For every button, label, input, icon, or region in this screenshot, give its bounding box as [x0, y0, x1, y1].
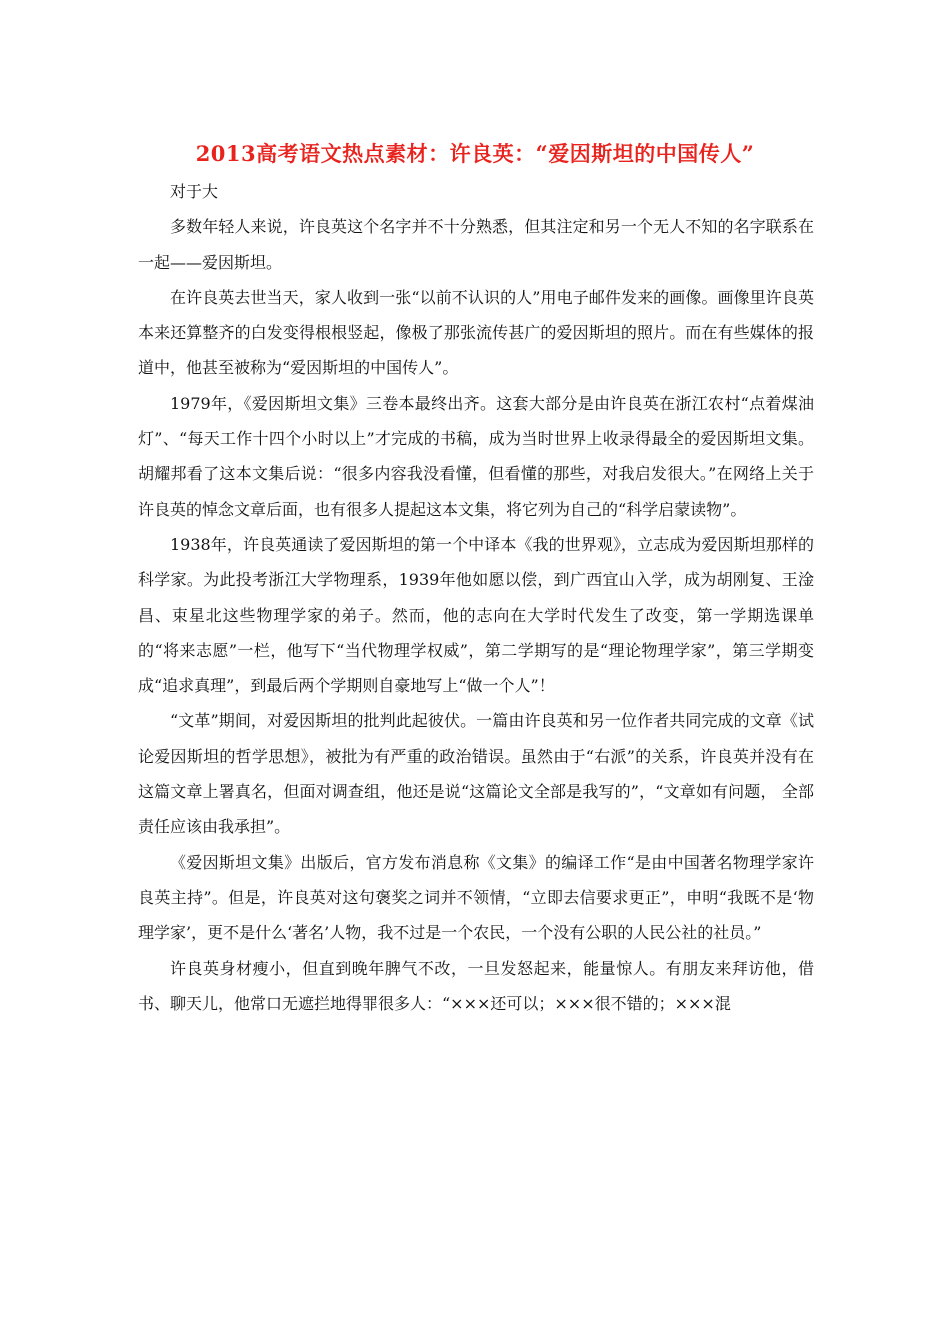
paragraph: 《爱因斯坦文集》出版后，官方发布消息称《文集》的编译工作“是由中国著名物理学家许良英主持”。但是，许良英对这句褒奖之词并不领情，“立即去信要求更正”，申明“我既不是‘物理学家’，更不是什么‘著名’人物，我不过是一个农民，一个没有公职的人民公社的社员。”	[138, 852, 814, 943]
document-title: 2013高考语文热点素材：许良英：“爱因斯坦的中国传人”	[195, 141, 755, 167]
paragraph: “文革”期间，对爱因斯坦的批判此起彼伏。一篇由许良英和另一位作者共同完成的文章《试论爱因斯坦的哲学思想》，被批为有严重的政治错误。虽然由于“右派”的关系，许良英并没有在这篇文章上署真名，但面对调查组，他还是说“这篇论文全部是我写的”，“文章如有问题， 全部责任应该由我承担”。	[138, 711, 814, 837]
document-body	[138, 174, 814, 1021]
paragraph: 对于大	[170, 182, 219, 201]
paragraph: 1979年，《爱因斯坦文集》三卷本最终出齐。这套大部分是由许良英在浙江农村“点着煤油灯”、“每天工作十四个小时以上”才完成的书稿，成为当时世界上收录得最全的爱因斯坦文集。胡耀邦看了这本文集后说：“很多内容我没看懂，但看懂的那些，对我启发很大。”在网络上关于许良英的悼念文章后面，也有很多人提起这本文集，将它列为自己的“科学启蒙读物”。	[138, 393, 814, 519]
paragraph: 多数年轻人来说，许良英这个名字并不十分熟悉，但其注定和另一个无人不知的名字联系在一起——爱因斯坦。	[138, 217, 814, 272]
paragraph: 许良英身材瘦小，但直到晚年脾气不改，一旦发怒起来，能量惊人。有朋友来拜访他，借书、聊天儿，他常口无遮拦地得罪很多人：“×××还可以；×××很不错的；×××混	[138, 958, 814, 1013]
paragraph: 1938年，许良英通读了爱因斯坦的第一个中译本《我的世界观》，立志成为爱因斯坦那样的科学家。为此投考浙江大学物理系，1939年他如愿以偿，到广西宜山入学，成为胡刚复、王淦昌、束星北这些物理学家的弟子。然而，他的志向在大学时代发生了改变，第一学期选课单的“将来志愿”一栏，他写下“当代物理学权威”，第二学期写的是“理论物理学家”，第三学期变成“追求真理”，到最后两个学期则自豪地写上“做一个人”！	[138, 534, 814, 696]
paragraph: 在许良英去世当天，家人收到一张“以前不认识的人”用电子邮件发来的画像。画像里许良英本来还算整齐的白发变得根根竖起，像极了那张流传甚广的爱因斯坦的照片。而在有些媒体的报道中，他甚至被称为“爱因斯坦的中国传人”。	[138, 287, 814, 378]
